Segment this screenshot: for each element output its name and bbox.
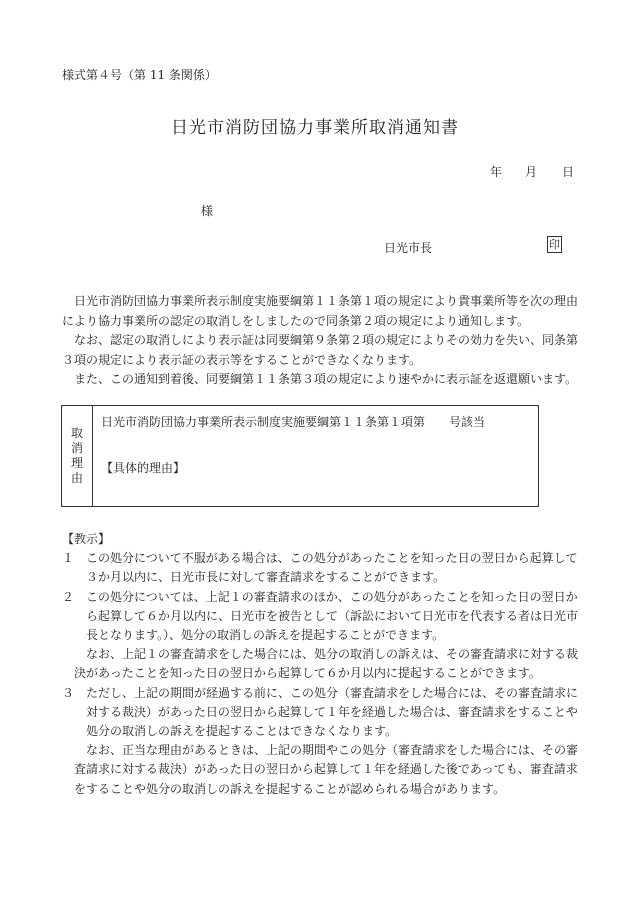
date-year: 年	[490, 165, 503, 179]
notice-subitem: なお、正当な理由があるときは、上記の期間やこの処分（審査請求をした場合には、その審査請求に対する裁決）があった日の翌日から起算して１年を経過した後であっても、審査請求をすることや処分の取消しの訴えを提起することが認められる場合があります。	[74, 743, 579, 796]
body-paragraph: なお、認定の取消しにより表示証は同要綱第９条第２項の規定によりその効力を失い、同条第３項の規定により表示証の表示等をすることができなくなります。	[62, 333, 579, 367]
seal-mark: 印	[549, 238, 560, 251]
body-paragraph: また、この通知到着後、同要綱第１１条第３項の規定により速やかに表示証を返還願います。	[74, 372, 578, 386]
reason-label-char: 取	[70, 426, 83, 440]
appeal-notice	[62, 530, 582, 799]
date-month: 月	[525, 165, 538, 179]
reason-label	[62, 406, 93, 506]
reason-clause-line: 日光市消防団協力事業所表示制度実施要綱第１１条第１項第 号該当	[101, 415, 486, 429]
notice-item: ２ この処分については、上記１の審査請求のほか、この処分があったことを知った日の翌日から起算して６か月以内に、日光市を被告として（訴訟において日光市を代表する者は日光市長となります。）、処分の取消しの訴えを提起することができます。	[62, 589, 579, 643]
document-title: 日光市消防団協力事業所取消通知書	[171, 118, 459, 138]
reason-label-char: 由	[70, 471, 83, 485]
date-day: 日	[562, 165, 575, 179]
reason-content	[93, 406, 538, 506]
reason-label-char: 消	[70, 441, 83, 455]
addressee-honorific: 様	[201, 204, 214, 218]
body-paragraph: 日光市消防団協力事業所表示制度実施要綱第１１条第１項の規定により貴事業所等を次の理由により協力事業所の認定の取消しをしましたので同条第２項の規定により通知します。	[62, 294, 579, 328]
notification-body	[62, 292, 582, 390]
notice-subitem: なお、上記１の審査請求をした場合には、処分の取消しの訴えは、その審査請求に対する裁決があったことを知った日の翌日から起算して６か月以内に提起することができます。	[74, 647, 579, 681]
reason-label-char: 理	[70, 456, 83, 470]
notice-item: ３ ただし、上記の期間が経過する前に、この処分（審査請求をした場合には、その審査請求に対する裁決）があった日の翌日から起算して１年を経過した場合は、審査請求をすることや処分の取消しの訴えを提起することはできなくなります。	[62, 685, 579, 739]
issuer-name: 日光市長	[384, 241, 433, 255]
notice-heading: 【教示】	[62, 532, 111, 546]
form-number: 様式第４号（第 11 条関係）	[62, 68, 217, 82]
notice-item: １ この処分について不服がある場合は、この処分があったことを知った日の翌日から起算して３か月以内に、日光市長に対して審査請求をすることができます。	[62, 551, 578, 585]
cancellation-reason-box	[61, 405, 539, 507]
reason-specific-label: 【具体的理由】	[101, 461, 186, 475]
